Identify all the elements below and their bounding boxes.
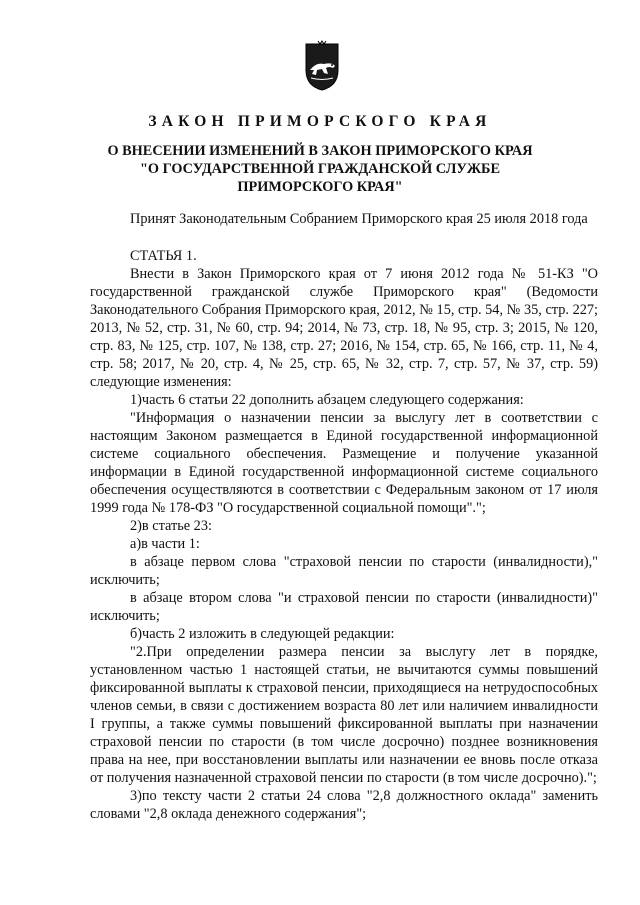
paragraph: б)часть 2 изложить в следующей редакции:	[130, 626, 395, 642]
subtitle-line: "О ГОСУДАРСТВЕННОЙ ГРАЖДАНСКОЙ СЛУЖБЕ	[139, 161, 501, 177]
paragraph: в абзаце первом слова "страховой пенсии по старости (инвалидности)," исключить;	[90, 554, 598, 588]
primorye-coat-of-arms-icon	[302, 40, 342, 92]
paragraph: Внести в Закон Приморского края от 7 июня 2012 года № 51-КЗ "О государственной гражданской службе Приморского края" (Ведомости Законодательного Собрания Приморского края, 2012, № 15, стр. 54, № 35, стр. 227; 2013, № 52, стр. 31, № 60, стр. 94; 2014, № 73, стр. 18, № 95, стр. 3; 2015, № 120, стр. 83, № 125, стр. 107, № 138, стр. 27; 2016, № 154, стр. 65, № 166, стр. 11, № 4, стр. 58; 2017, № 20, стр. 4, № 25, стр. 65, № 32, стр. 7, стр. 57, № 37, стр. 59) следующие изменения:	[90, 266, 598, 390]
paragraph: "2.При определении размера пенсии за выслугу лет в порядке, установленном частью 1 настоящей статьи, не вычитаются суммы повышений фиксированной выплаты к страховой пенсии, приходящиеся на нетрудоспособных членов семьи, в связи с достижением возраста 80 лет или наличием инвалидности I группы, а также суммы повышений фиксированной выплаты при назначении страховой пенсии по старости (в том числе досрочно) позднее возникновения права на нее, при восстановлении выплаты или назначении ее вновь после отказа от получения назначенной страховой пенсии по старости (в том числе досрочно).";	[90, 644, 598, 786]
paragraph: 1)часть 6 статьи 22 дополнить абзацем следующего содержания:	[130, 392, 524, 408]
adoption-statement: Принят Законодательным Собранием Приморского края 25 июля 2018 года	[130, 211, 588, 227]
paragraph: в абзаце втором слова "и страховой пенсии по старости (инвалидности)" исключить;	[90, 590, 598, 624]
law-subtitle	[90, 142, 550, 196]
paragraph: 2)в статье 23:	[130, 518, 212, 534]
paragraph: а)в части 1:	[130, 536, 200, 552]
article-heading: СТАТЬЯ 1.	[130, 248, 197, 264]
law-body	[90, 210, 598, 823]
paragraph: 3)по тексту части 2 статьи 24 слова "2,8 должностного оклада" заменить словами "2,8 оклада денежного содержания";	[90, 788, 598, 822]
subtitle-line: О ВНЕСЕНИИ ИЗМЕНЕНИЙ В ЗАКОН ПРИМОРСКОГО КРАЯ	[107, 143, 533, 159]
subtitle-line: ПРИМОРСКОГО КРАЯ"	[237, 179, 403, 195]
law-title: ЗАКОН ПРИМОРСКОГО КРАЯ	[148, 113, 492, 130]
paragraph: "Информация о назначении пенсии за выслугу лет в соответствии с настоящим Законом размещается в Единой государственной информационной системе социального обеспечения. Размещение и получение указанной информации в Единой государственной информационной системе социального обеспечения осуществляются в соответствии с Федеральным законом от 17 июля 1999 года № 178-ФЗ "О государственной социальной помощи".";	[90, 410, 598, 516]
